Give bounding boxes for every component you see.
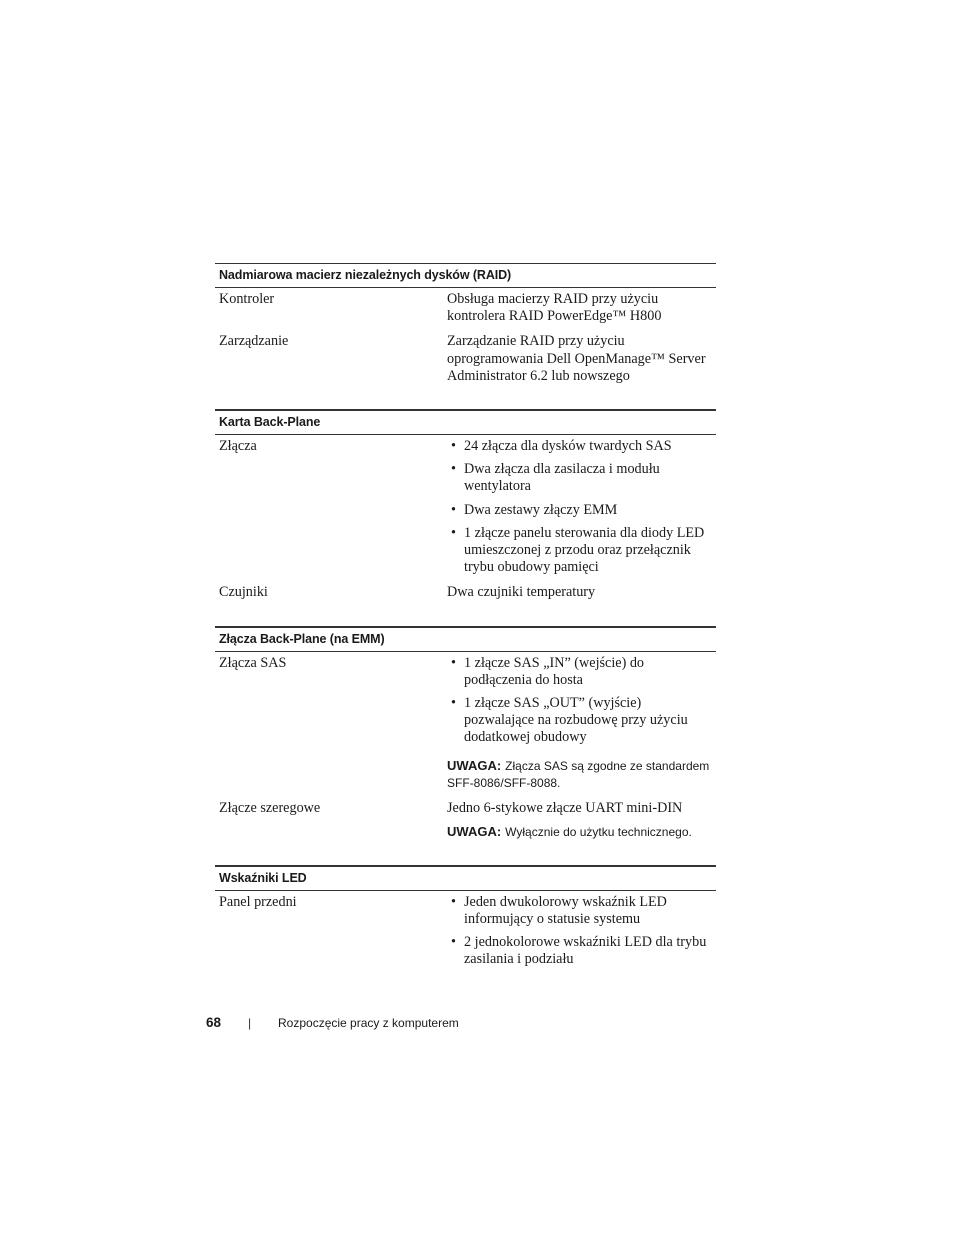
note: [447, 757, 710, 792]
spec-row-zlacza: [215, 438, 716, 576]
bullet-list: [447, 894, 710, 969]
spec-label: Czujniki: [219, 584, 268, 601]
list-item: • Dwa złącza dla zasilacza i modułu wentylatora: [447, 461, 710, 495]
spec-value: [447, 894, 716, 969]
spec-label: Złącza SAS: [219, 654, 287, 671]
spec-label: Złącze szeregowe: [219, 799, 321, 816]
list-item: • 1 złącze panelu sterowania dla diody LED umieszczonej z przodu oraz przełącznik trybu obudowy pamięci: [447, 525, 710, 577]
section-header-led: Wskaźniki LED: [215, 866, 716, 891]
section-body-emm: [215, 652, 716, 866]
section-header-raid: Nadmiarowa macierz niezależnych dysków (RAID): [215, 263, 716, 288]
page-footer: [206, 1015, 459, 1030]
note-label: UWAGA:: [447, 823, 502, 839]
note-text: Wyłącznie do użytku technicznego.: [505, 824, 692, 839]
spec-label: Panel przedni: [219, 893, 297, 910]
list-item: • 24 złącza dla dysków twardych SAS: [447, 438, 710, 455]
spec-value: [447, 438, 716, 576]
list-item: • 1 złącze SAS „IN” (wejście) do podłączenia do hosta: [447, 655, 710, 689]
spec-value: [447, 655, 716, 792]
spec-row-kontroler: [215, 291, 716, 325]
section-body-led: [215, 891, 716, 993]
list-item: • 1 złącze SAS „OUT” (wyjście) pozwalające na rozbudowę przy użyciu dodatkowej obudowy: [447, 695, 710, 747]
footer-separator: |: [248, 1015, 252, 1030]
chapter-title: Rozpoczęcie pracy z komputerem: [278, 1015, 459, 1030]
spec-row-zlacze-szeregowe: [215, 800, 716, 841]
spec-row-czujniki: [215, 584, 716, 601]
list-item: • Jeden dwukolorowy wskaźnik LED informujący o statusie systemu: [447, 894, 710, 928]
spec-label: Kontroler: [219, 291, 275, 307]
section-header-emm: Złącza Back-Plane (na EMM): [215, 627, 716, 652]
section-body-backplane: [215, 435, 716, 627]
note-text: Złącza SAS są zgodne ze standardem SFF-8086/SFF-8088.: [447, 758, 710, 790]
page-number: 68: [206, 1015, 222, 1030]
spec-value-text: Jedno 6-stykowe złącze UART mini-DIN: [447, 799, 683, 816]
spec-value: Obsługa macierzy RAID przy użyciu kontrolera RAID PowerEdge™ H800: [447, 291, 662, 325]
spec-label: Złącza: [219, 438, 257, 455]
spec-row-zlacza-sas: [215, 655, 716, 792]
bullet-list: [447, 655, 710, 747]
bullet-list: [447, 438, 710, 576]
list-item: • 2 jednokolorowe wskaźniki LED dla trybu zasilania i podziału: [447, 934, 710, 968]
section-header-backplane: Karta Back-Plane: [215, 410, 716, 435]
spec-value: [447, 800, 716, 841]
note-label: UWAGA:: [447, 757, 502, 773]
list-item: • Dwa zestawy złączy EMM: [447, 502, 710, 519]
spec-row-zarzadzanie: [215, 333, 716, 385]
spec-value: Dwa czujniki temperatury: [447, 584, 596, 601]
spec-table: [215, 263, 716, 993]
section-body-raid: [215, 288, 716, 410]
spec-label: Zarządzanie: [219, 333, 289, 350]
spec-value: Zarządzanie RAID przy użyciu oprogramowania Dell OpenManage™ Server Administrator 6.2 lub nowszego: [447, 333, 706, 384]
note: [447, 823, 710, 841]
spec-row-panel-przedni: [215, 894, 716, 969]
